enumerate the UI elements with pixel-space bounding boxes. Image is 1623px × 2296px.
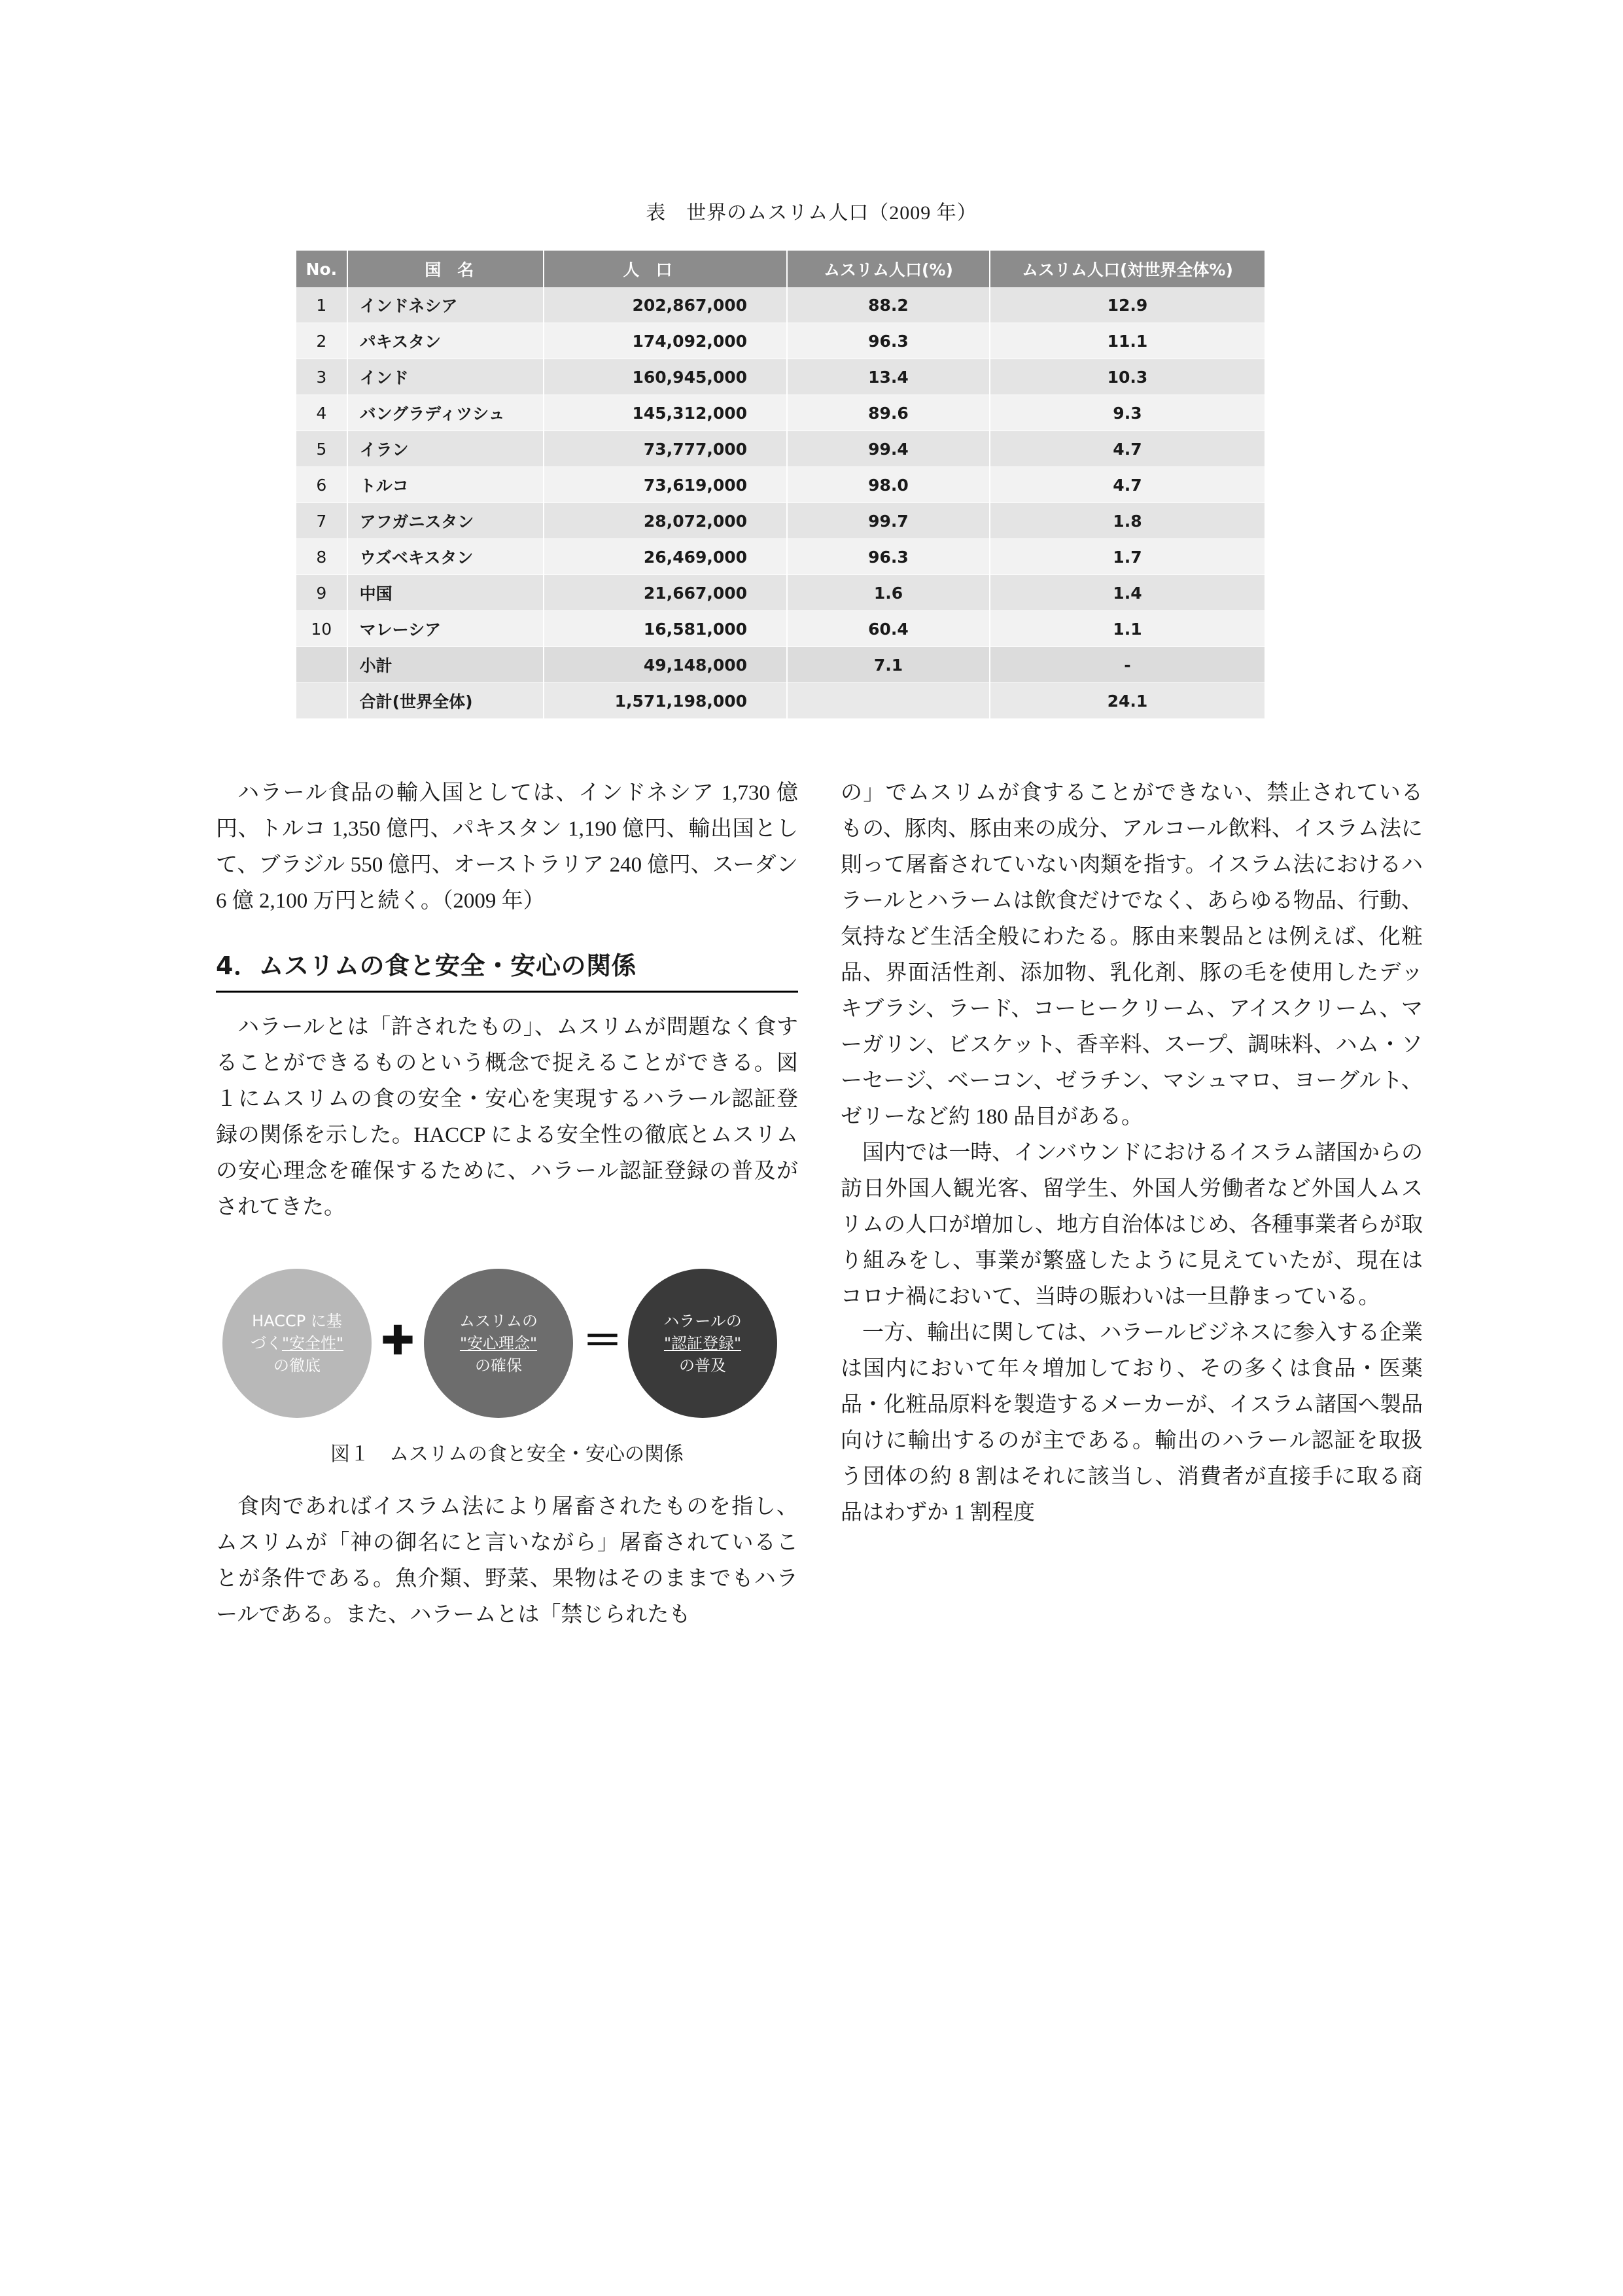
- column-header-population: 人 口: [544, 251, 787, 287]
- table-row: [296, 323, 1265, 359]
- circle3-line3: の普及: [679, 1356, 726, 1375]
- cell-population: 160,945,000: [544, 359, 787, 395]
- cell-world-share: 10.3: [990, 359, 1265, 395]
- cell-population: 1,571,198,000: [544, 683, 787, 719]
- figure-circle-haccp: [222, 1269, 372, 1418]
- circle3-line1: ハラールの: [663, 1312, 742, 1330]
- cell-world-share: 4.7: [990, 467, 1265, 503]
- cell-country: トルコ: [347, 467, 544, 503]
- circle2-line3: の確保: [475, 1356, 522, 1375]
- figure-1-caption: 図１ ムスリムの食と安全・安心の関係: [330, 1443, 684, 1465]
- plus-icon: ✚: [381, 1316, 415, 1364]
- cell-population: 28,072,000: [544, 503, 787, 539]
- cell-world-share: 1.1: [990, 611, 1265, 647]
- cell-no: 9: [296, 575, 347, 611]
- figure-circle-halal-cert: [628, 1269, 777, 1418]
- cell-country: イラン: [347, 431, 544, 467]
- cell-no: 8: [296, 539, 347, 575]
- paragraph-domestic-inbound: 国内では一時、インバウンドにおけるイスラム諸国からの訪日外国人観光客、留学生、外国人労働者など外国人ムスリムの人口が増加し、地方自治体はじめ、各種事業者らが取り組みをし、事業が繁盛したように見えていたが、現在はコロナ禍において、当時の賑わいは一旦静まっている。: [841, 1141, 1423, 1309]
- column-header-no: No.: [296, 251, 347, 287]
- cell-country: 小計: [347, 647, 544, 683]
- figure-1-diagram: [216, 1257, 798, 1427]
- cell-world-share: 9.3: [990, 395, 1265, 431]
- cell-population: 21,667,000: [544, 575, 787, 611]
- cell-muslim-pct: 13.4: [787, 359, 990, 395]
- paragraph-halal-definition: ハラールとは「許されたもの」、ムスリムが問題なく食することができるものという概念で捉えることができる。図１にムスリムの食の安全・安心を実現するハラール認証登録の関係を示した。HACCP による安全性の徹底とムスリムの安心理念を確保するために、ハラール認証登録の普及がされてきた。: [216, 1016, 798, 1219]
- cell-world-share: 12.9: [990, 287, 1265, 323]
- cell-muslim-pct: 88.2: [787, 287, 990, 323]
- cell-muslim-pct: 98.0: [787, 467, 990, 503]
- cell-world-share: 1.7: [990, 539, 1265, 575]
- table-row: [296, 575, 1265, 611]
- table-row: [296, 395, 1265, 431]
- cell-no: [296, 647, 347, 683]
- cell-world-share: 1.4: [990, 575, 1265, 611]
- cell-world-share: 11.1: [990, 323, 1265, 359]
- cell-muslim-pct: 1.6: [787, 575, 990, 611]
- cell-muslim-pct: 96.3: [787, 323, 990, 359]
- cell-muslim-pct: 96.3: [787, 539, 990, 575]
- circle1-line1: HACCP に基: [252, 1312, 342, 1330]
- table-body: [296, 287, 1265, 719]
- circle1-line3: の徹底: [273, 1356, 321, 1375]
- circle1-line2-text: づく: [250, 1334, 282, 1352]
- cell-no: 7: [296, 503, 347, 539]
- cell-muslim-pct: 7.1: [787, 647, 990, 683]
- table-row: [296, 431, 1265, 467]
- paragraph-import-countries: ハラール食品の輸入国としては、インドネシア 1,730 億円、トルコ 1,350 億円、パキスタン 1,190 億円、輸出国として、ブラジル 550 億円、オーストラリア 240 億円、スーダン 6 億 2,100 万円と続く。（2009 年）: [216, 781, 798, 913]
- cell-world-share: 24.1: [990, 683, 1265, 719]
- cell-country: マレーシア: [347, 611, 544, 647]
- cell-country: アフガニスタン: [347, 503, 544, 539]
- table-header: [296, 251, 1265, 287]
- cell-no: 3: [296, 359, 347, 395]
- section-heading-4: 4．ムスリムの食と安全・安心の関係: [216, 948, 798, 993]
- cell-population: 49,148,000: [544, 647, 787, 683]
- cell-country: 合計(世界全体): [347, 683, 544, 719]
- cell-country: インド: [347, 359, 544, 395]
- cell-country: インドネシア: [347, 287, 544, 323]
- cell-no: 6: [296, 467, 347, 503]
- cell-population: 174,092,000: [544, 323, 787, 359]
- cell-no: 5: [296, 431, 347, 467]
- figure-circle-muslim-anshin: [424, 1269, 573, 1418]
- cell-population: 73,777,000: [544, 431, 787, 467]
- table-row: [296, 539, 1265, 575]
- column-header-world-share: ムスリム人口(対世界全体%): [990, 251, 1265, 287]
- cell-world-share: -: [990, 647, 1265, 683]
- paragraph-meat-slaughter: 食肉であればイスラム法により屠畜されたものを指し、ムスリムが「神の御名にと言いながら」屠畜されていることが条件である。魚介類、野菜、果物はそのままでもハラールである。また、ハラームとは「禁じられたも: [216, 1495, 798, 1627]
- circle2-line2-underlined: "安心理念": [459, 1334, 538, 1352]
- table-header-row: [296, 251, 1265, 287]
- cell-muslim-pct: [787, 683, 990, 719]
- cell-population: 202,867,000: [544, 287, 787, 323]
- circle1-line2-underlined: "安全性": [281, 1334, 344, 1352]
- cell-no: [296, 683, 347, 719]
- circle2-line1: ムスリムの: [459, 1312, 538, 1330]
- cell-no: 4: [296, 395, 347, 431]
- cell-country: パキスタン: [347, 323, 544, 359]
- table-row: [296, 359, 1265, 395]
- equals-icon: ＝: [582, 1316, 623, 1364]
- cell-muslim-pct: 60.4: [787, 611, 990, 647]
- cell-country: 中国: [347, 575, 544, 611]
- table-row: [296, 611, 1265, 647]
- paragraph-haram-items: の」でムスリムが食することができない、禁止されているもの、豚肉、豚由来の成分、アルコール飲料、イスラム法に則って屠畜されていない肉類を指す。イスラム法におけるハラールとハラームは飲食だけでなく、あらゆる物品、行動、気持など生活全般にわたる。豚由来製品とは例えば、化粧品、界面活性剤、添加物、乳化剤、豚の毛を使用したデッキブラシ、ラード、コーヒークリーム、アイスクリーム、マーガリン、ビスケット、香辛料、スープ、調味料、ハム・ソーセージ、ベーコン、ゼラチン、マシュマロ、ヨーグルト、ゼリーなど約 180 品目がある。: [841, 781, 1423, 1129]
- cell-country: ウズベキスタン: [347, 539, 544, 575]
- cell-population: 145,312,000: [544, 395, 787, 431]
- cell-world-share: 4.7: [990, 431, 1265, 467]
- table-row-subtotal: [296, 647, 1265, 683]
- cell-country: バングラディツシュ: [347, 395, 544, 431]
- table-caption: 表 世界のムスリム人口（2009 年）: [646, 202, 977, 224]
- cell-no: 2: [296, 323, 347, 359]
- cell-muslim-pct: 99.7: [787, 503, 990, 539]
- table-row: [296, 287, 1265, 323]
- column-header-muslim-pct: ムスリム人口(%): [787, 251, 990, 287]
- circle1-line2: [251, 1332, 343, 1354]
- cell-population: 73,619,000: [544, 467, 787, 503]
- table-row-total: [296, 683, 1265, 719]
- cell-muslim-pct: 89.6: [787, 395, 990, 431]
- left-text-column: [216, 775, 798, 1633]
- cell-population: 16,581,000: [544, 611, 787, 647]
- circle3-line2-underlined: "認証登録": [663, 1334, 742, 1352]
- spacer: [216, 1472, 798, 1489]
- cell-no: 10: [296, 611, 347, 647]
- paragraph-export-business: 一方、輸出に関しては、ハラールビジネスに参入する企業は国内において年々増加しており、その多くは食品・医薬品・化粧品原料を製造するメーカーが、イスラム諸国へ製品向けに輸出するのが主である。輸出のハラール認証を取扱う団体の約 8 割はそれに該当し、消費者が直接手に取る商品はわずか 1 割程度: [841, 1321, 1423, 1525]
- cell-world-share: 1.8: [990, 503, 1265, 539]
- table-row: [296, 467, 1265, 503]
- right-text-column: [841, 775, 1423, 1531]
- column-header-country: 国 名: [347, 251, 544, 287]
- table-row: [296, 503, 1265, 539]
- cell-muslim-pct: 99.4: [787, 431, 990, 467]
- cell-population: 26,469,000: [544, 539, 787, 575]
- muslim-population-table: [296, 251, 1265, 719]
- cell-no: 1: [296, 287, 347, 323]
